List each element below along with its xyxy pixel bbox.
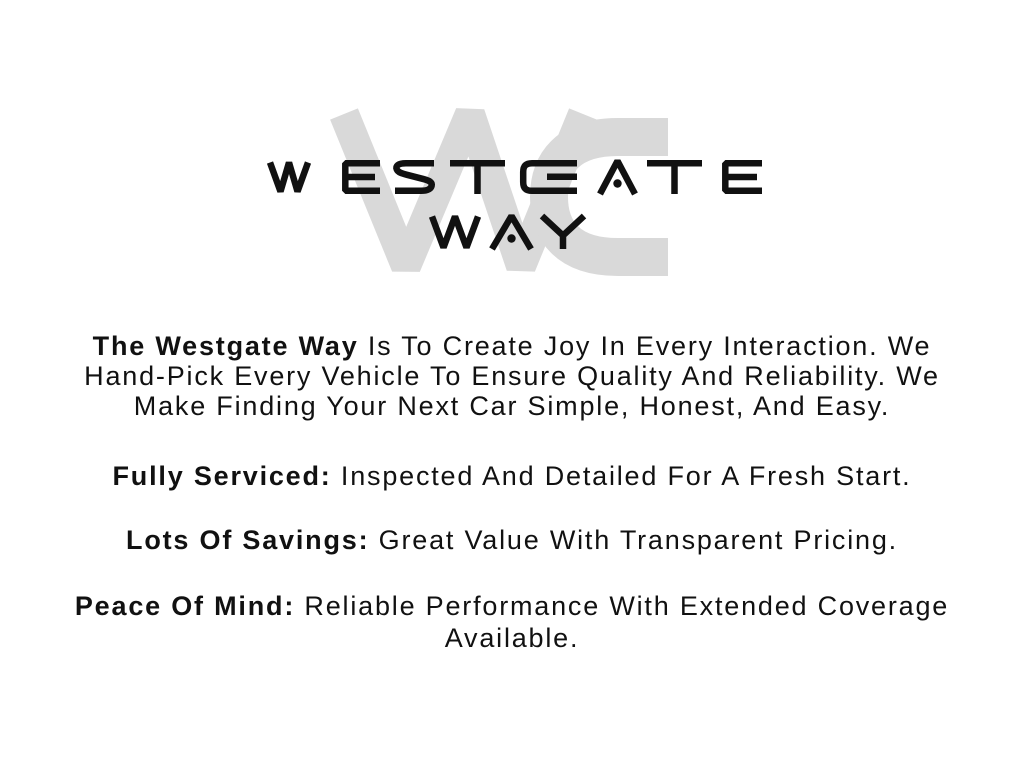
westgate-way-logo — [0, 0, 1024, 300]
intro-lead-bold: The Westgate Way — [92, 331, 359, 361]
feature-peace-of-mind-line-2: Available. — [444, 623, 580, 653]
wordmark-westgate — [270, 161, 762, 194]
feature-fully-serviced — [0, 461, 1024, 491]
way-letter-a-dot — [507, 234, 515, 242]
feature-peace-of-mind — [0, 590, 1024, 654]
watermark-letter-c — [549, 137, 668, 257]
intro-line-2: Hand-Pick Every Vehicle To Ensure Quality And Reliability. We — [84, 361, 940, 391]
letter-w — [270, 163, 308, 192]
intro-line-1 — [0, 331, 1024, 361]
feature-fully-serviced-label: Fully Serviced: — [112, 461, 332, 491]
feature-fully-serviced-line — [0, 461, 1024, 491]
feature-peace-of-mind-text: Reliable Performance With Extended Coverage — [295, 591, 950, 621]
feature-fully-serviced-text: Inspected And Detailed For A Fresh Start. — [331, 461, 912, 491]
feature-peace-of-mind-label: Peace Of Mind: — [74, 591, 296, 621]
feature-lots-of-savings-text: Great Value With Transparent Pricing. — [369, 525, 898, 555]
intro-line-3: Make Finding Your Next Car Simple, Honest, And Easy. — [133, 391, 891, 421]
feature-lots-of-savings — [0, 525, 1024, 555]
letter-t2 — [647, 163, 702, 194]
feature-lots-of-savings-line — [0, 525, 1024, 555]
feature-lots-of-savings-label: Lots Of Savings: — [126, 525, 370, 555]
intro-line-1-text: Is To Create Joy In Every Interaction. We — [358, 331, 932, 361]
feature-peace-of-mind-line-1 — [0, 590, 1024, 622]
wc-watermark-icon — [344, 114, 668, 266]
intro-paragraph — [0, 331, 1024, 421]
letter-e2 — [725, 163, 762, 191]
letter-a-dot — [613, 179, 621, 187]
letter-a — [600, 161, 635, 194]
